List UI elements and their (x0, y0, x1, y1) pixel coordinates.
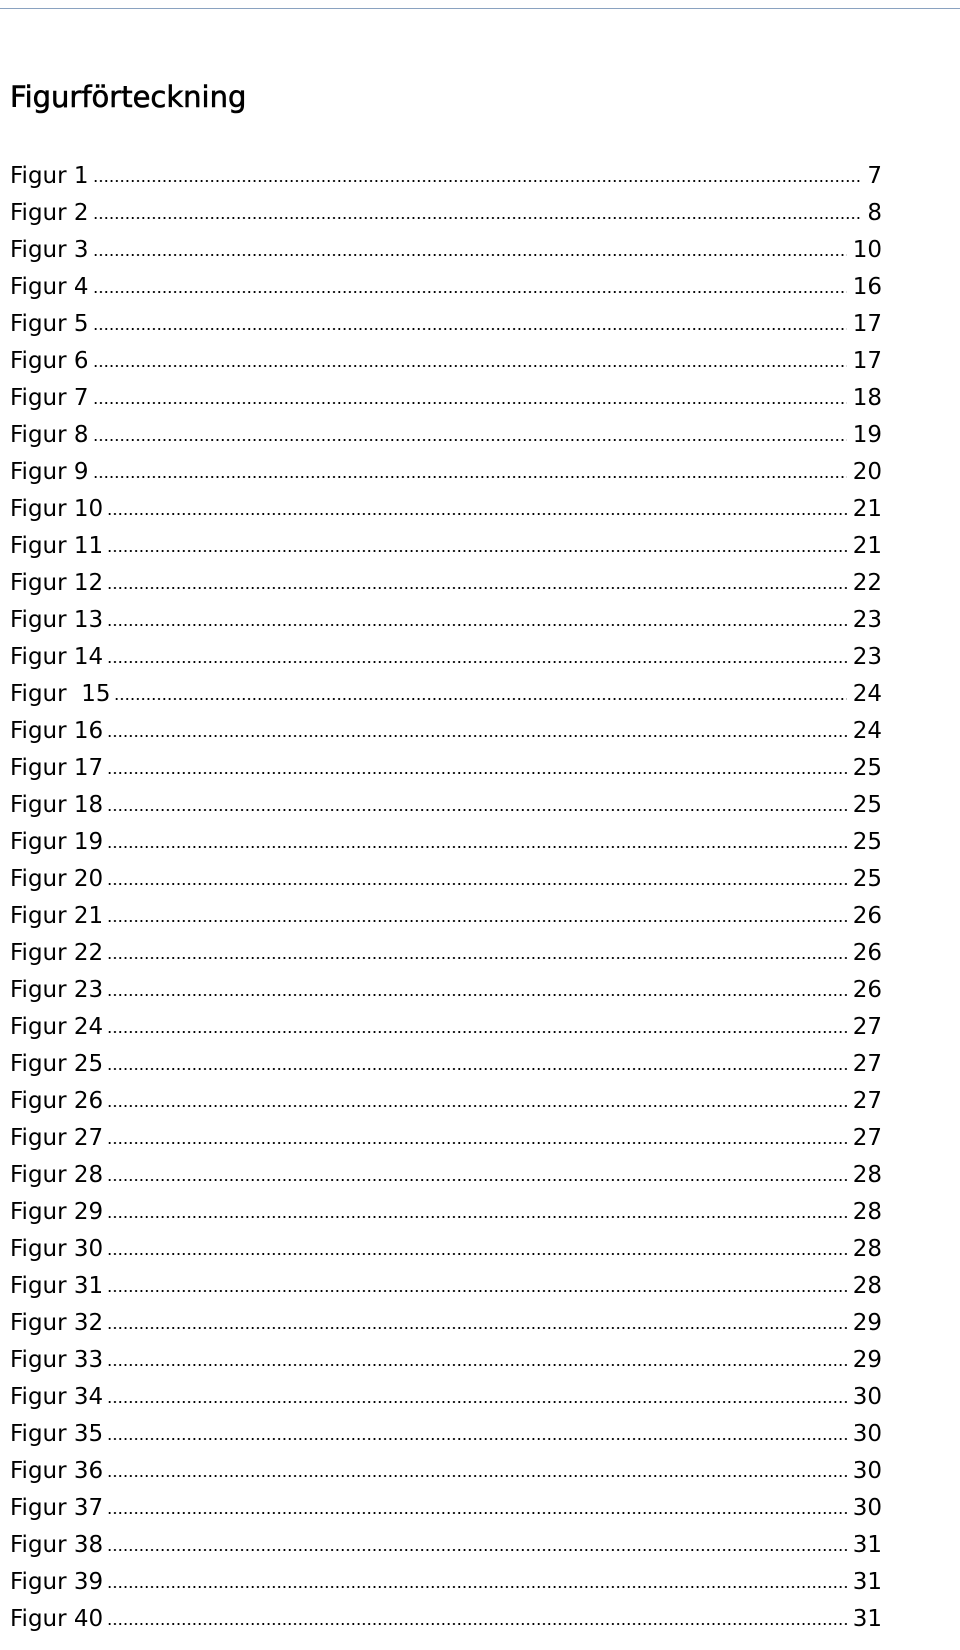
dot-leader (107, 1400, 847, 1404)
figure-entry[interactable] (10, 1601, 882, 1638)
figure-entry-label: Figur 23 (10, 977, 104, 1003)
figure-entry-label: Figur 22 (10, 940, 104, 966)
dot-leader (107, 993, 847, 997)
figure-entry[interactable] (10, 787, 882, 824)
figure-entry-page: 18 (852, 385, 882, 411)
figure-entry-page: 21 (852, 533, 882, 559)
figure-entry-label: Figur 10 (10, 496, 104, 522)
figure-entry[interactable] (10, 750, 882, 787)
figure-entry-page: 8 (867, 200, 882, 226)
figure-entry[interactable] (10, 1490, 882, 1527)
figure-entry[interactable] (10, 1157, 882, 1194)
figure-entry[interactable] (10, 528, 882, 565)
figure-list (10, 158, 882, 1638)
figure-entry-label: Figur 24 (10, 1014, 104, 1040)
dot-leader (107, 1548, 847, 1552)
figure-entry[interactable] (10, 565, 882, 602)
figure-entry[interactable] (10, 935, 882, 972)
figure-entry-page: 27 (852, 1014, 882, 1040)
figure-entry-page: 17 (852, 348, 882, 374)
figure-entry-page: 28 (852, 1199, 882, 1225)
figure-entry-label: Figur 4 (10, 274, 89, 300)
dot-leader (107, 1363, 847, 1367)
figure-entry[interactable] (10, 1453, 882, 1490)
dot-leader (107, 956, 847, 960)
figure-entry-label: Figur 3 (10, 237, 89, 263)
dot-leader (93, 364, 847, 368)
figure-entry[interactable] (10, 343, 882, 380)
figure-entry-label: Figur 11 (10, 533, 104, 559)
figure-entry[interactable] (10, 1083, 882, 1120)
figure-entry-label: Figur 6 (10, 348, 89, 374)
figure-entry-label: Figur 35 (10, 1421, 104, 1447)
figure-entry-page: 30 (852, 1458, 882, 1484)
dot-leader (107, 512, 847, 516)
dot-leader (107, 882, 847, 886)
figure-entry-page: 28 (852, 1273, 882, 1299)
figure-entry-page: 23 (852, 607, 882, 633)
figure-entry-label: Figur 27 (10, 1125, 104, 1151)
figure-entry-label: Figur 17 (10, 755, 104, 781)
figure-entry[interactable] (10, 713, 882, 750)
figure-entry-page: 29 (852, 1310, 882, 1336)
figure-entry-label: Figur 5 (10, 311, 89, 337)
figure-entry[interactable] (10, 491, 882, 528)
figure-entry-page: 31 (852, 1532, 882, 1558)
figure-entry[interactable] (10, 861, 882, 898)
dot-leader (107, 734, 847, 738)
figure-entry-label: Figur 7 (10, 385, 89, 411)
dot-leader (107, 1030, 847, 1034)
figure-entry-label: Figur 2 (10, 200, 89, 226)
figure-entry-page: 25 (852, 792, 882, 818)
dot-leader (107, 1437, 847, 1441)
figure-entry-page: 21 (852, 496, 882, 522)
dot-leader (107, 1215, 847, 1219)
dot-leader (93, 179, 862, 183)
dot-leader (93, 216, 862, 220)
figure-entry-page: 25 (852, 829, 882, 855)
header-rule (0, 8, 960, 9)
figure-entry-page: 26 (852, 940, 882, 966)
figure-entry-label: Figur 40 (10, 1606, 104, 1632)
dot-leader (107, 919, 847, 923)
figure-entry[interactable] (10, 306, 882, 343)
figure-entry[interactable] (10, 676, 882, 713)
figure-entry-page: 31 (852, 1606, 882, 1632)
figure-entry[interactable] (10, 1009, 882, 1046)
figure-entry[interactable] (10, 1342, 882, 1379)
figure-entry[interactable] (10, 1527, 882, 1564)
figure-entry-label: Figur 31 (10, 1273, 104, 1299)
figure-entry[interactable] (10, 1231, 882, 1268)
figure-entry-label: Figur 26 (10, 1088, 104, 1114)
figure-entry-label: Figur 30 (10, 1236, 104, 1262)
figure-entry-label: Figur 38 (10, 1532, 104, 1558)
figure-entry[interactable] (10, 1194, 882, 1231)
figure-entry-page: 29 (852, 1347, 882, 1373)
dot-leader (107, 1585, 847, 1589)
figure-entry[interactable] (10, 824, 882, 861)
figure-entry-label: Figur 36 (10, 1458, 104, 1484)
figure-entry-page: 20 (852, 459, 882, 485)
dot-leader (107, 1289, 847, 1293)
figure-entry-page: 27 (852, 1088, 882, 1114)
figure-entry-page: 28 (852, 1162, 882, 1188)
figure-entry-label: Figur 1 (10, 163, 89, 189)
dot-leader (107, 771, 847, 775)
dot-leader (93, 290, 847, 294)
figure-entry[interactable] (10, 380, 882, 417)
figure-entry-page: 22 (852, 570, 882, 596)
figure-entry-label: Figur 21 (10, 903, 104, 929)
figure-entry-label: Figur 8 (10, 422, 89, 448)
dot-leader (107, 1326, 847, 1330)
dot-leader (107, 1474, 847, 1478)
dot-leader (107, 586, 847, 590)
figure-entry-label: Figur 12 (10, 570, 104, 596)
figure-entry-page: 30 (852, 1495, 882, 1521)
dot-leader (114, 697, 846, 701)
figure-entry-page: 27 (852, 1051, 882, 1077)
figure-entry-page: 10 (852, 237, 882, 263)
figure-entry[interactable] (10, 195, 882, 232)
figure-entry-label: Figur 20 (10, 866, 104, 892)
figure-entry[interactable] (10, 1120, 882, 1157)
figure-entry[interactable] (10, 269, 882, 306)
figure-entry[interactable] (10, 1046, 882, 1083)
dot-leader (107, 1067, 847, 1071)
figure-entry-page: 24 (852, 681, 882, 707)
figure-entry-page: 25 (852, 866, 882, 892)
dot-leader (93, 401, 847, 405)
figure-entry-page: 27 (852, 1125, 882, 1151)
page-title: Figurförteckning (10, 80, 247, 114)
figure-entry-page: 30 (852, 1384, 882, 1410)
figure-entry[interactable] (10, 417, 882, 454)
figure-entry-label: Figur 9 (10, 459, 89, 485)
figure-entry-label: Figur 18 (10, 792, 104, 818)
figure-entry-label: Figur 32 (10, 1310, 104, 1336)
figure-entry-page: 31 (852, 1569, 882, 1595)
figure-entry-page: 24 (852, 718, 882, 744)
figure-entry-label: Figur 37 (10, 1495, 104, 1521)
dot-leader (93, 475, 847, 479)
figure-entry[interactable] (10, 1416, 882, 1453)
figure-entry-page: 23 (852, 644, 882, 670)
figure-entry-page: 26 (852, 977, 882, 1003)
figure-entry-label: Figur 28 (10, 1162, 104, 1188)
figure-entry[interactable] (10, 1379, 882, 1416)
dot-leader (107, 845, 847, 849)
dot-leader (107, 1178, 847, 1182)
figure-entry-page: 17 (852, 311, 882, 337)
figure-entry[interactable] (10, 972, 882, 1009)
figure-entry[interactable] (10, 1305, 882, 1342)
figure-entry-page: 16 (852, 274, 882, 300)
figure-entry-label: Figur 16 (10, 718, 104, 744)
dot-leader (107, 1511, 847, 1515)
figure-entry[interactable] (10, 602, 882, 639)
figure-entry-page: 28 (852, 1236, 882, 1262)
figure-entry-label: Figur 25 (10, 1051, 104, 1077)
figure-entry-label: Figur 29 (10, 1199, 104, 1225)
dot-leader (107, 623, 847, 627)
figure-entry-label: Figur 14 (10, 644, 104, 670)
figure-entry[interactable] (10, 898, 882, 935)
figure-entry[interactable] (10, 1564, 882, 1601)
dot-leader (107, 1141, 847, 1145)
figure-entry-label: Figur 13 (10, 607, 104, 633)
figure-entry[interactable] (10, 639, 882, 676)
figure-entry-page: 26 (852, 903, 882, 929)
figure-entry[interactable] (10, 1268, 882, 1305)
dot-leader (107, 1252, 847, 1256)
figure-entry-page: 25 (852, 755, 882, 781)
dot-leader (107, 808, 847, 812)
figure-entry[interactable] (10, 158, 882, 195)
figure-entry-label: Figur 15 (10, 681, 111, 707)
figure-entry-page: 30 (852, 1421, 882, 1447)
figure-entry[interactable] (10, 232, 882, 269)
figure-entry-label: Figur 39 (10, 1569, 104, 1595)
figure-entry-label: Figur 34 (10, 1384, 104, 1410)
dot-leader (93, 327, 847, 331)
figure-entry-label: Figur 19 (10, 829, 104, 855)
figure-entry[interactable] (10, 454, 882, 491)
dot-leader (107, 549, 847, 553)
dot-leader (107, 660, 847, 664)
dot-leader (93, 253, 847, 257)
dot-leader (93, 438, 847, 442)
figure-entry-page: 7 (867, 163, 882, 189)
dot-leader (107, 1622, 847, 1626)
figure-entry-page: 19 (852, 422, 882, 448)
figure-entry-label: Figur 33 (10, 1347, 104, 1373)
dot-leader (107, 1104, 847, 1108)
